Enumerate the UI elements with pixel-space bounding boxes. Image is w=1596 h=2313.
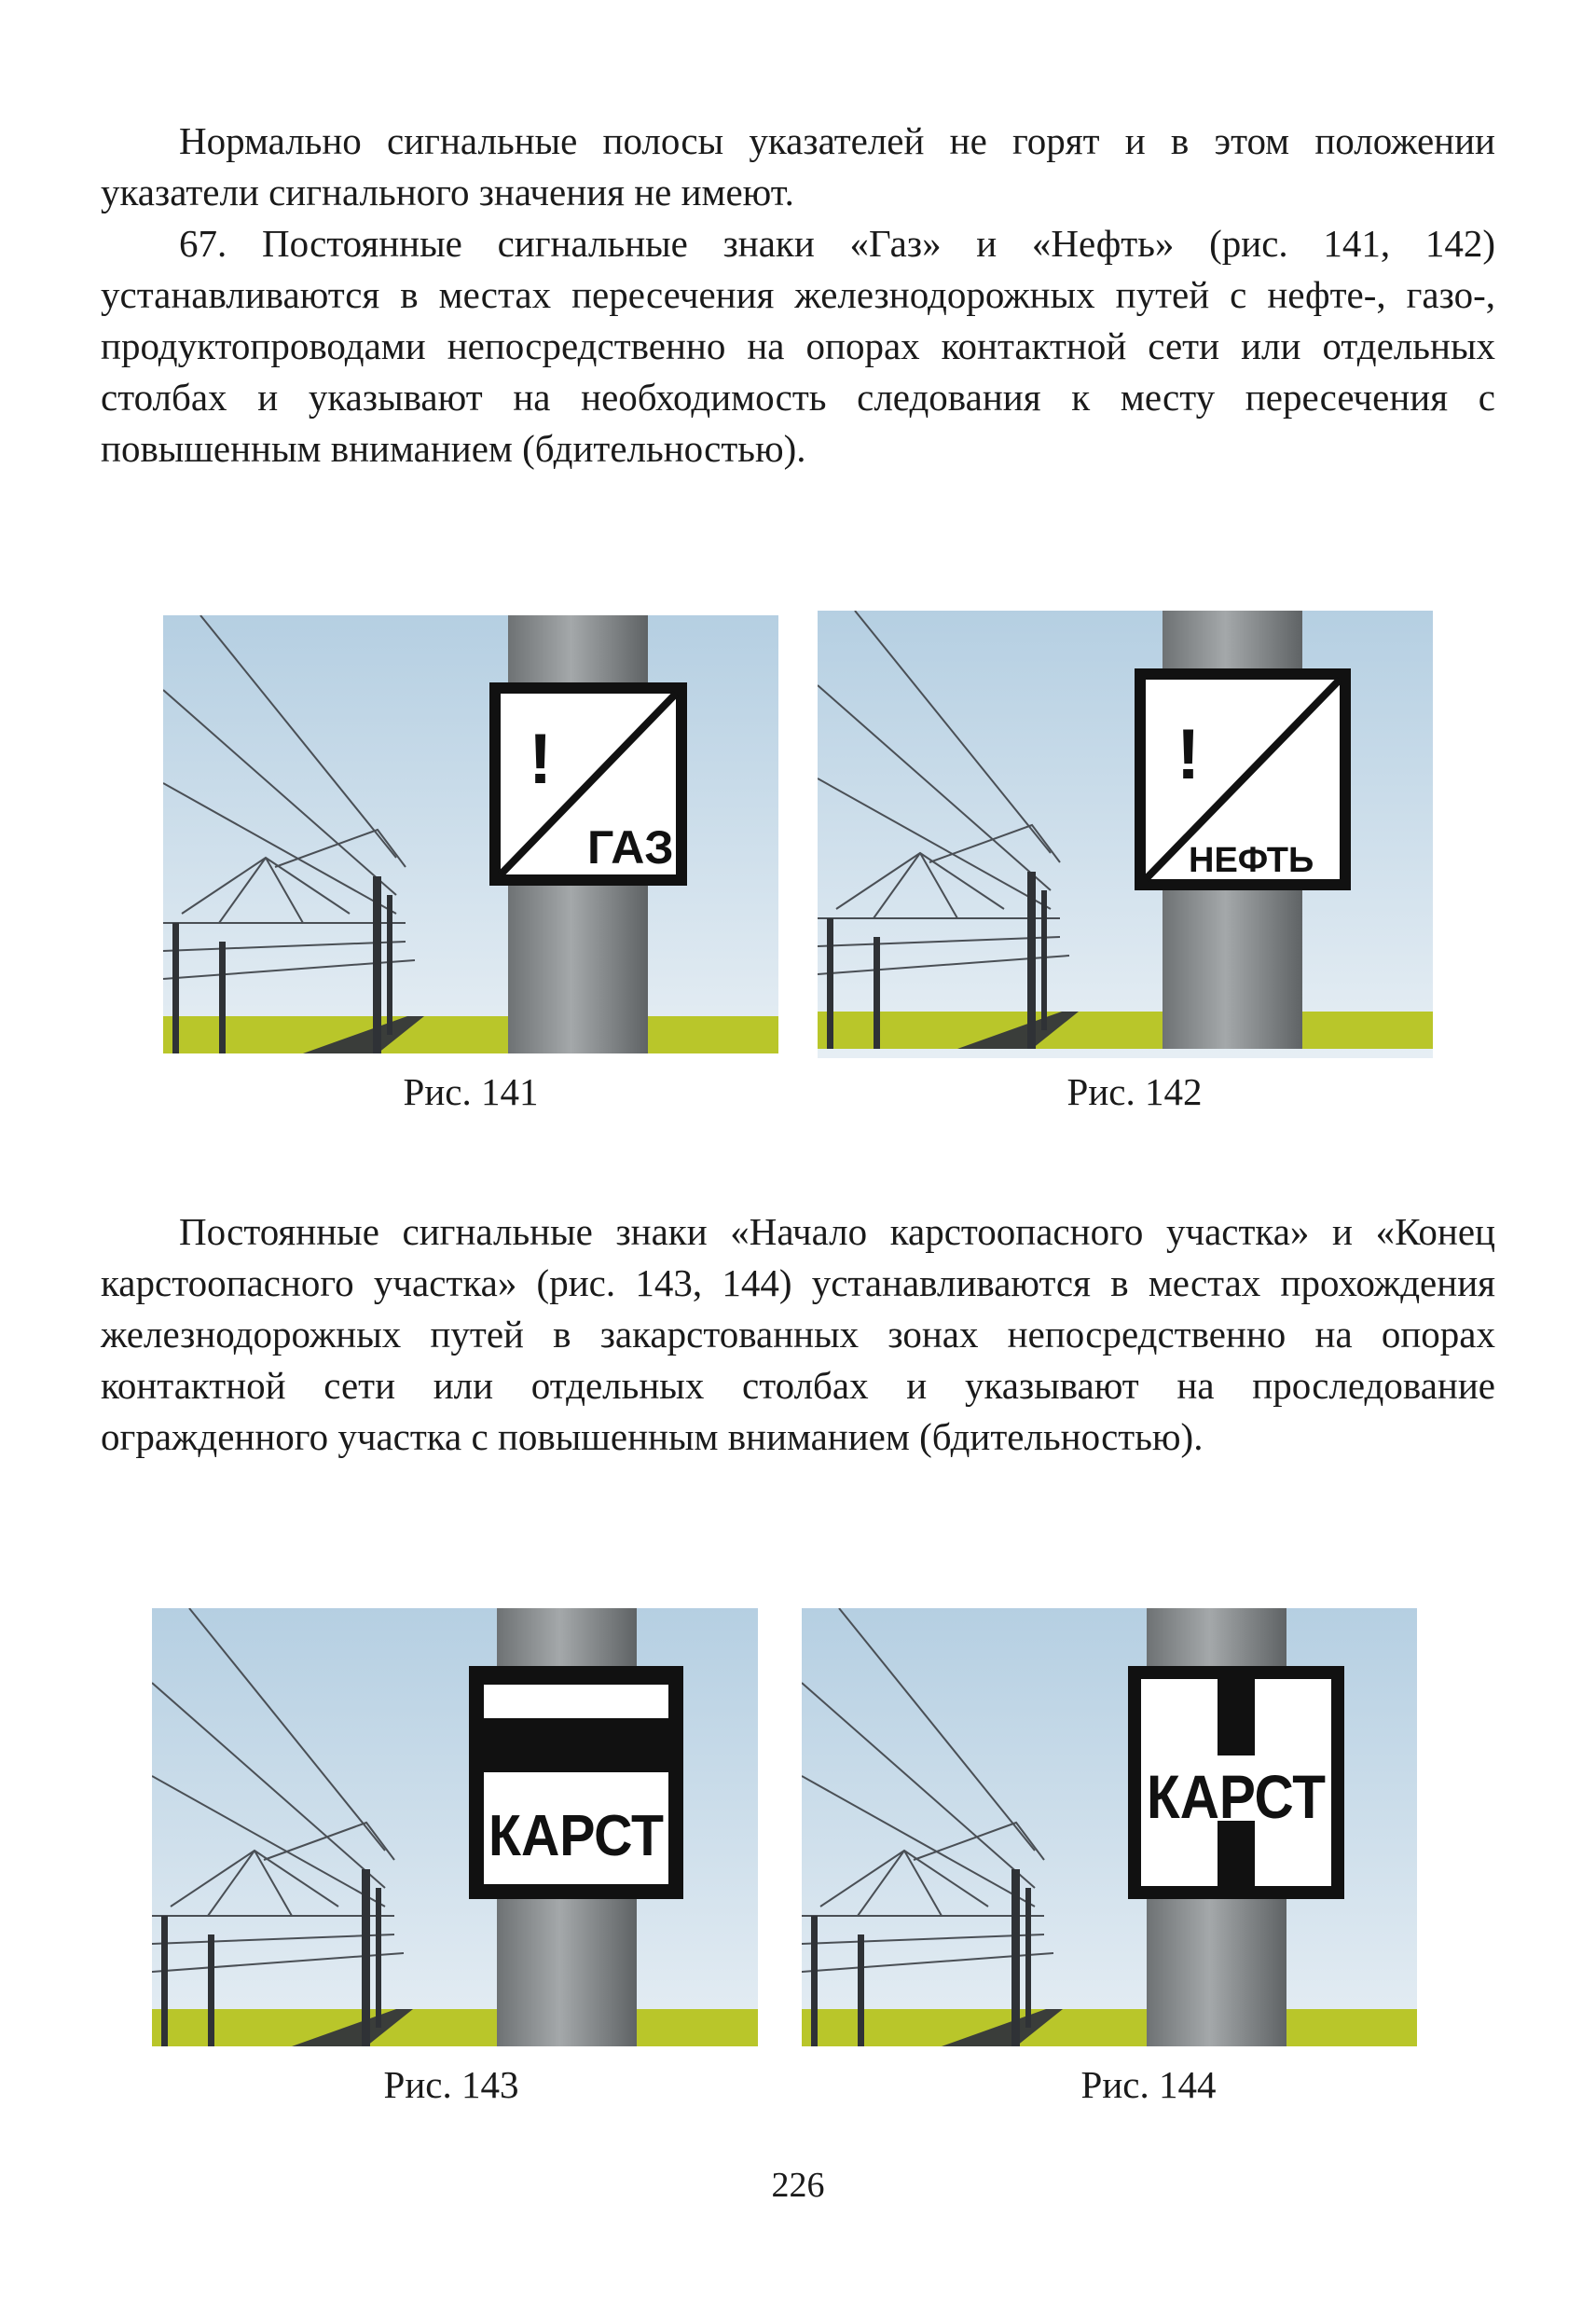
karst-start-sign-illustration [152, 1608, 758, 2046]
figure-144 [802, 1608, 1417, 2046]
gas-sign-illustration [163, 615, 778, 1053]
caption-141: Рис. 141 [403, 1070, 539, 1113]
sign-text-oil: НЕФТЬ [1189, 841, 1314, 880]
sign-text-karst: КАРСТ [1147, 1762, 1326, 1831]
paragraph-67-text: 67. Постоянные сигнальные знаки «Газ» и «Нефть» (рис. 141, 142) устанавливаются в местах пересечения железнодорожных путей с нефте-, газо-, продуктопроводами непосредственно на опорах контактной сети или отдельных столбах и указывают на необходимость следования к месту пересечения с повышенным вниманием (бдительностью). [101, 222, 1495, 470]
figure-141 [163, 615, 778, 1053]
paragraph-1 [101, 116, 1495, 475]
oil-sign-illustration [818, 611, 1433, 1058]
figure-142 [818, 611, 1433, 1058]
figure-143 [152, 1608, 758, 2046]
sign-top-bar [1218, 1679, 1255, 1755]
sign-text-karst: КАРСТ [488, 1804, 665, 1868]
sign-exclamation: ! [529, 720, 553, 799]
page-number: 226 [771, 2166, 825, 2205]
sign-top-band [484, 1685, 668, 1718]
paragraph-2 [101, 1206, 1495, 1463]
caption-143: Рис. 143 [383, 2063, 519, 2106]
caption-144: Рис. 144 [1080, 2063, 1217, 2106]
paragraph-1-text: Нормально сигнальные полосы указателей не горят и в этом положении указатели сигнального значения не имеют. [101, 119, 1495, 213]
sign-exclamation: ! [1176, 715, 1201, 794]
paragraph-2-text: Постоянные сигнальные знаки «Начало карстоопасного участка» и «Конец карстоопасного участка» (рис. 143, 144) устанавливаются в местах прохождения железнодорожных путей в закарстованных зонах непосредственно на опорах контактной сети или отдельных столбах и указывают на проследование огражденного участка с повышенным вниманием (бдительностью). [101, 1210, 1495, 1458]
caption-142: Рис. 142 [1066, 1070, 1203, 1113]
karst-end-sign-illustration [802, 1608, 1417, 2046]
sign-text-gas: ГАЗ [587, 821, 674, 874]
